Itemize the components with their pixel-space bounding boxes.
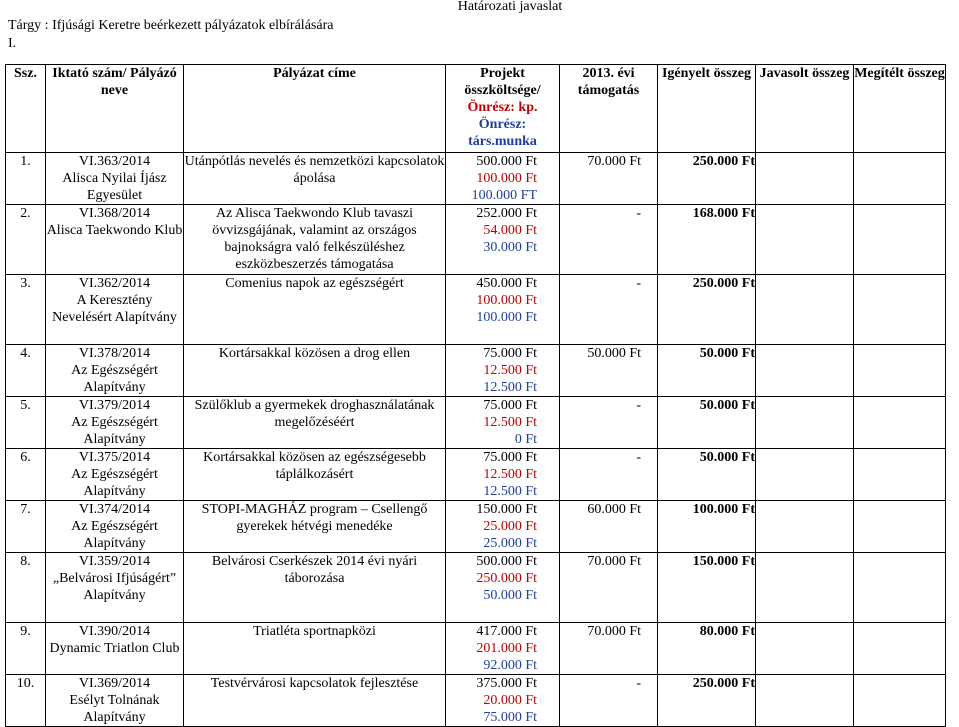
requested-amount: 100.000 Ft — [658, 501, 756, 553]
suggested-amount — [756, 623, 854, 675]
applicant-cell — [46, 623, 184, 675]
registration-number: VI.359/2014 — [78, 554, 151, 569]
col-header-support: 2013. évi támogatás — [560, 65, 658, 153]
own-work: 30.000 Ft — [483, 240, 537, 255]
suggested-amount — [756, 205, 854, 275]
applicant-name: Az Egészségért Alapítvány — [71, 363, 158, 395]
granted-amount — [854, 397, 946, 449]
project-cost-cell — [446, 449, 560, 501]
granted-amount — [854, 205, 946, 275]
prior-support: 70.000 Ft — [560, 153, 658, 205]
project-title: Az Alisca Taekwondo Klub tavaszi övvizsgájának, valamint az országos bajnokságra való felkészüléshez eszközbeszerzés támogatása — [184, 205, 446, 275]
applicant-cell — [46, 275, 184, 345]
project-cost-cell — [446, 397, 560, 449]
prior-support: - — [560, 275, 658, 345]
col-header-id-name: Iktató szám/ Pályázó neve — [46, 65, 184, 153]
registration-number: VI.374/2014 — [78, 502, 151, 517]
suggested-amount — [756, 345, 854, 397]
granted-amount — [854, 345, 946, 397]
own-work: 50.000 Ft — [483, 588, 537, 603]
registration-number: VI.363/2014 — [78, 154, 151, 169]
granted-amount — [854, 675, 946, 727]
project-title: Comenius napok az egészségért — [184, 275, 446, 345]
granted-amount — [854, 553, 946, 623]
requested-amount: 250.000 Ft — [658, 153, 756, 205]
cost-header-line3: Önrész: társ.munka — [468, 117, 537, 149]
requested-amount: 50.000 Ft — [658, 449, 756, 501]
total-cost: 375.000 Ft — [476, 676, 537, 691]
row-number: 6. — [6, 449, 46, 501]
table-row — [6, 675, 946, 727]
total-cost: 75.000 Ft — [483, 346, 537, 361]
total-cost: 417.000 Ft — [476, 624, 537, 639]
cost-header-line1: Projekt összköltsége/ — [464, 66, 541, 98]
applicant-cell — [46, 205, 184, 275]
table-row — [6, 501, 946, 553]
prior-support: 50.000 Ft — [560, 345, 658, 397]
project-title: Belvárosi Cserkészek 2014 évi nyári táborozása — [184, 553, 446, 623]
own-work: 100.000 FT — [471, 188, 537, 203]
applicant-name: Esélyt Tolnának Alapítvány — [69, 693, 160, 725]
prior-support: 70.000 Ft — [560, 623, 658, 675]
requested-amount: 250.000 Ft — [658, 675, 756, 727]
project-cost-cell — [446, 275, 560, 345]
registration-number: VI.368/2014 — [78, 206, 151, 221]
applicant-name: Az Egészségért Alapítvány — [71, 519, 158, 551]
requested-amount: 168.000 Ft — [658, 205, 756, 275]
registration-number: VI.375/2014 — [78, 450, 151, 465]
row-number: 5. — [6, 397, 46, 449]
col-header-ssz: Ssz. — [6, 65, 46, 153]
applicant-cell — [46, 397, 184, 449]
own-cash: 12.500 Ft — [483, 467, 537, 482]
table-row — [6, 623, 946, 675]
col-header-title: Pályázat címe — [184, 65, 446, 153]
applicant-cell — [46, 553, 184, 623]
col-header-suggested: Javasolt összeg — [756, 65, 854, 153]
project-cost-cell — [446, 153, 560, 205]
own-cash: 201.000 Ft — [476, 641, 537, 656]
document-header-label: Határozati javaslat — [457, 0, 563, 14]
project-title: Kortársakkal közösen az egészségesebb táplálkozásért — [184, 449, 446, 501]
own-work: 92.000 Ft — [483, 658, 537, 673]
own-cash: 100.000 Ft — [476, 171, 537, 186]
total-cost: 500.000 Ft — [476, 554, 537, 569]
row-number: 4. — [6, 345, 46, 397]
own-work: 75.000 Ft — [483, 710, 537, 725]
applicant-name: Az Egészségért Alapítvány — [71, 467, 158, 499]
requested-amount: 250.000 Ft — [658, 275, 756, 345]
project-cost-cell — [446, 623, 560, 675]
cost-header-line2: Önrész: kp. — [467, 100, 538, 115]
row-number: 2. — [6, 205, 46, 275]
requested-amount: 150.000 Ft — [658, 553, 756, 623]
granted-amount — [854, 501, 946, 553]
registration-number: VI.390/2014 — [78, 624, 151, 639]
suggested-amount — [756, 275, 854, 345]
applicant-cell — [46, 501, 184, 553]
own-cash: 12.500 Ft — [483, 363, 537, 378]
project-title: Testvérvárosi kapcsolatok fejlesztése — [184, 675, 446, 727]
project-cost-cell — [446, 553, 560, 623]
own-cash: 54.000 Ft — [483, 223, 537, 238]
table-header-row — [6, 65, 946, 153]
applications-table — [5, 64, 946, 727]
project-title: Szülőklub a gyermekek droghasználatának megelőzéséért — [184, 397, 446, 449]
col-header-cost — [446, 65, 560, 153]
applicant-cell — [46, 449, 184, 501]
subject-line — [8, 17, 333, 53]
own-work: 12.500 Ft — [483, 484, 537, 499]
applicant-name: Dynamic Triatlon Club — [49, 641, 180, 656]
project-title: Utánpótlás nevelés és nemzetközi kapcsolatok ápolása — [184, 153, 446, 205]
total-cost: 150.000 Ft — [476, 502, 537, 517]
registration-number: VI.369/2014 — [78, 676, 151, 691]
project-cost-cell — [446, 675, 560, 727]
requested-amount: 80.000 Ft — [658, 623, 756, 675]
applicant-name: Alisca Nyilai Íjász Egyesület — [62, 171, 167, 203]
col-header-requested: Igényelt összeg — [658, 65, 756, 153]
total-cost: 75.000 Ft — [483, 398, 537, 413]
registration-number: VI.379/2014 — [78, 398, 151, 413]
prior-support: - — [560, 675, 658, 727]
suggested-amount — [756, 501, 854, 553]
applicant-cell — [46, 153, 184, 205]
row-number: 9. — [6, 623, 46, 675]
prior-support: - — [560, 205, 658, 275]
suggested-amount — [756, 153, 854, 205]
project-cost-cell — [446, 501, 560, 553]
own-cash: 20.000 Ft — [483, 693, 537, 708]
own-work: 12.500 Ft — [483, 380, 537, 395]
table-row — [6, 275, 946, 345]
subject-section-number: I. — [8, 36, 17, 51]
subject-text: Tárgy : Ifjúsági Keretre beérkezett pályázatok elbírálására — [8, 18, 334, 33]
granted-amount — [854, 275, 946, 345]
prior-support: - — [560, 449, 658, 501]
own-cash: 250.000 Ft — [476, 571, 537, 586]
granted-amount — [854, 153, 946, 205]
total-cost: 500.000 Ft — [476, 154, 537, 169]
own-cash: 25.000 Ft — [483, 519, 537, 534]
applicant-name: Alisca Taekwondo Klub — [46, 223, 183, 238]
suggested-amount — [756, 449, 854, 501]
total-cost: 252.000 Ft — [476, 206, 537, 221]
own-work: 0 Ft — [514, 432, 537, 447]
row-number: 7. — [6, 501, 46, 553]
granted-amount — [854, 449, 946, 501]
col-header-granted: Megítélt összeg — [854, 65, 946, 153]
table-row — [6, 449, 946, 501]
prior-support: 60.000 Ft — [560, 501, 658, 553]
applicant-name: A Keresztény Nevelésért Alapítvány — [52, 293, 177, 325]
row-number: 8. — [6, 553, 46, 623]
requested-amount: 50.000 Ft — [658, 345, 756, 397]
project-cost-cell — [446, 345, 560, 397]
project-title: Triatléta sportnapközi — [184, 623, 446, 675]
applicant-cell — [46, 675, 184, 727]
project-cost-cell — [446, 205, 560, 275]
prior-support: - — [560, 397, 658, 449]
requested-amount: 50.000 Ft — [658, 397, 756, 449]
granted-amount — [854, 623, 946, 675]
total-cost: 75.000 Ft — [483, 450, 537, 465]
own-work: 25.000 Ft — [483, 536, 537, 551]
suggested-amount — [756, 553, 854, 623]
table-row — [6, 345, 946, 397]
table-row — [6, 553, 946, 623]
table-row — [6, 205, 946, 275]
applicant-cell — [46, 345, 184, 397]
registration-number: VI.378/2014 — [78, 346, 151, 361]
own-cash: 12.500 Ft — [483, 415, 537, 430]
own-cash: 100.000 Ft — [476, 293, 537, 308]
row-number: 3. — [6, 275, 46, 345]
total-cost: 450.000 Ft — [476, 276, 537, 291]
row-number: 10. — [6, 675, 46, 727]
applicant-name: Az Egészségért Alapítvány — [71, 415, 158, 447]
project-title: STOPI-MAGHÁZ program – Csellengő gyerekek hétvégi menedéke — [184, 501, 446, 553]
table-row — [6, 153, 946, 205]
project-title: Kortársakkal közösen a drog ellen — [184, 345, 446, 397]
suggested-amount — [756, 397, 854, 449]
suggested-amount — [756, 675, 854, 727]
registration-number: VI.362/2014 — [78, 276, 151, 291]
applicant-name: „Belvárosi Ifjúságért” Alapítvány — [52, 571, 177, 603]
prior-support: 70.000 Ft — [560, 553, 658, 623]
table-row — [6, 397, 946, 449]
row-number: 1. — [6, 153, 46, 205]
own-work: 100.000 Ft — [476, 310, 537, 325]
